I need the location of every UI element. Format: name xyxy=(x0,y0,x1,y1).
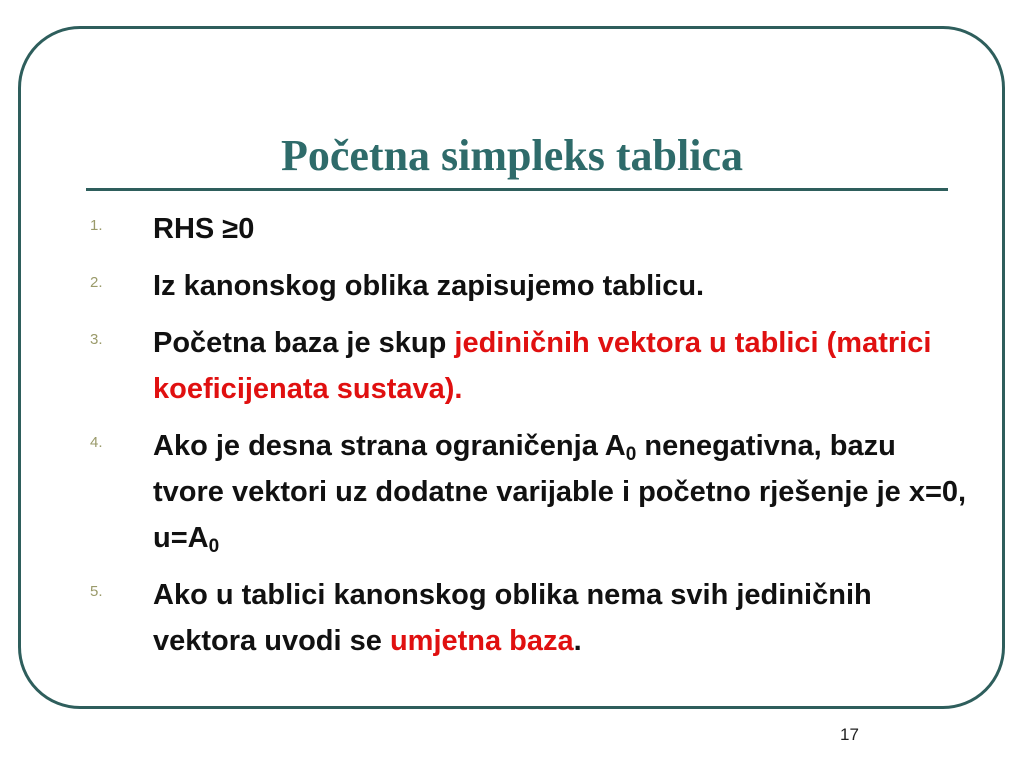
list-marker: 5. xyxy=(90,583,103,600)
list-marker: 3. xyxy=(90,331,103,348)
slide-title: Početna simpleks tablica xyxy=(281,131,743,180)
item-text: Iz kanonskog oblika zapisujemo tablicu. xyxy=(153,270,705,302)
list-item xyxy=(90,206,970,252)
item-text-plain: Početna baza je skup xyxy=(153,327,455,359)
list-marker: 1. xyxy=(90,217,103,234)
page-number: 17 xyxy=(840,725,859,744)
item-text xyxy=(153,572,970,664)
list-item xyxy=(90,263,970,309)
item-text-part: nenegativna, bazu tvore vektori uz dodatne varijable i početno rješenje je x=0, u=A xyxy=(153,430,967,554)
numbered-list xyxy=(90,206,970,675)
subscript: 0 xyxy=(208,536,220,557)
highlighted-text: umjetna baza xyxy=(389,625,574,657)
item-text xyxy=(153,320,970,412)
list-item xyxy=(90,320,970,412)
list-marker: 4. xyxy=(90,434,103,451)
item-text-part: Ako je desna strana ograničenja A xyxy=(153,430,626,462)
list-marker: 2. xyxy=(90,274,103,291)
list-item xyxy=(90,572,970,664)
subscript: 0 xyxy=(625,444,637,465)
title-underline xyxy=(86,188,948,191)
list-item xyxy=(90,423,970,561)
item-text-plain: . xyxy=(573,625,582,657)
item-text-plain: Ako u tablici kanonskog oblika nema svih jediničnih vektora uvodi se xyxy=(153,579,872,657)
highlighted-text: jediničnih vektora u tablici (matrici koeficijenata sustava). xyxy=(153,327,932,405)
item-text: RHS ≥0 xyxy=(153,213,255,245)
item-text xyxy=(153,423,970,561)
